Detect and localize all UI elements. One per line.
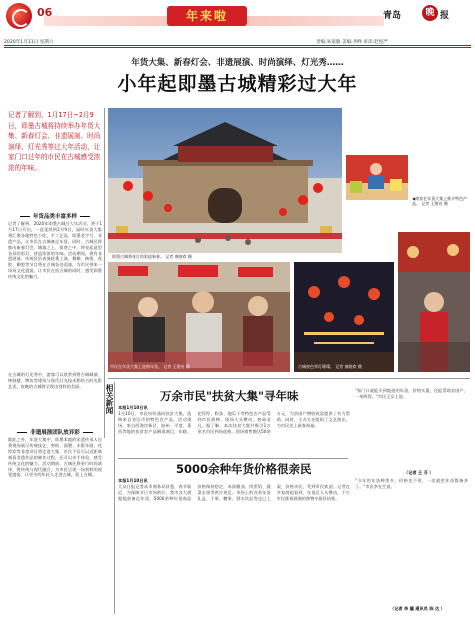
section2-body: 除此之外，年货大集中，即墨本地的非遗传承人也将现场展示传统技艺，剪纸、面塑、木版年画、花饽饽等非遗项目将走进大集，市民不仅可以近距离观看非遗作品的制作过程，还可以亲手体验，感受传统文化的魅力。活动期间，古城还将举行时尚演绎，将传统与现代融合，为市民呈现一场别样的视觉盛宴，让更多的年轻人走进古城，爱上古城。 [8, 437, 102, 478]
section1-body: 记者了解到，2020年即墨古城过大年活动，将于1月17日开启，一直延续到2月9日，届时年货大集将汇聚各地特色小吃、手工艺品、即墨老字号、非遗产品，让市民在古城备足年货。同时，古城还将推出新春灯会，城墙之上、街巷之中，将亮起造型各异的彩灯，营造浓浓的年味。活动期间，将有非遗展演、传统民俗表演轮番上演，舞狮、秧歌、茂腔、柳腔等节目将在古城各处巡演，为市民带来一场场文化盛宴，让市民在逛古城的同时，感受即墨传统文化的魅力。 [8, 221, 102, 280]
article2-body: 大众日报记者从市商务局获悉，春节临近，为保障节日市场供应，我市各大商超提前备足年货，5000余种年货商品价格保持稳定，米面粮油、肉蛋奶、蔬菜水果等供应充足。市场上的各类年货礼盒、干果、糖果、酒水饮品等也已上架，价格亲民，受到市民欢迎。记者在多家商超看到，年货区人头攒动，不少市民推着满满的购物车排队结账。 [118, 484, 350, 501]
brand-mark-icon [422, 5, 438, 21]
article1-title: 万余市民"扶贫大集"寻年味 [160, 389, 299, 403]
issue-date: 2020年1月11日 星期六 [4, 40, 54, 45]
brand-mark-label: 晚 [425, 8, 435, 18]
header-rule-thin [4, 47, 471, 48]
article2-byline: （记者 李 骥 通讯员 陈 达 ） [390, 606, 445, 611]
headline: 小年起即墨古城精彩过大年 [117, 73, 358, 95]
section1-title: 年货品类丰富多样 [8, 212, 102, 220]
section2-title: 非遗展演团队放异彩 [8, 428, 102, 436]
photo-caption-bottom1: 市民在年货大集上选购年货。 记者 王建亮 摄 [110, 364, 190, 369]
section1-body2: 在古城的灯光秀中，游客可以欣赏到将古城城墙、钟鼓楼、牌坊等建筑与现代灯光技术相结合的光影艺术，夜晚的古城将呈现出别样的美丽。 [8, 372, 102, 389]
lead-paragraph: 记者了解到，1月17日~2月9日，即墨古城将持续举办年货大集、新春灯会、非遗展演、时尚演绎、灯光秀等过大年活动，让家门口过年的市民在古城感受浓浓的年味。 [8, 111, 101, 172]
article1-body: 1月10日，市民纷纷涌向扶贫大集，选购来自各区市的特色农产品。活动现场，来自西海岸新区、胶州、平度、莱西等地的扶贫农产品琳琅满目，年糕、花饽饽、粉条、地瓜干等特色农产品受到市民热捧，现场人头攒动，热闹非凡。据了解，本次扶贫大集共吸引1万余名市民到场选购，现场销售额达50余万元，为贫困户增收致富提供了有力帮助。同时，主办方还组织了文艺演出，为市民送上新春祝福。 [118, 411, 350, 434]
brand-left: 青岛 [383, 11, 402, 21]
crowd-illustration [398, 232, 470, 372]
page-header [0, 0, 475, 36]
page-number: 06 [37, 6, 53, 19]
article1-body2: "家门口就能买到地道的年货，价格实惠，还能帮助贫困户，一举两得。"市民王女士说。 [355, 388, 468, 399]
city-gate-illustration [108, 108, 342, 253]
related-news-title: 相关新闻 [105, 384, 114, 414]
photo-caption-bottom2: 古城夜色华灯璀璨。 记者 康晓欢 摄 [298, 364, 362, 369]
kicker: 年货大集、新春灯会、非遗展演、时尚演绎、灯光秀…… [131, 58, 344, 68]
brand-right: 报 [440, 11, 450, 21]
night-illustration [294, 262, 394, 372]
side-divider [114, 382, 115, 614]
editors-line: 责编:朱家敏 美编:李峥 审读:赵悦严 [316, 40, 388, 45]
section-banner: 年来啦 [167, 6, 247, 26]
photo-city-gate [108, 108, 342, 253]
photo-night [294, 262, 394, 372]
photo-caption-main: 即墨古城将张灯结彩迎新春。 记者 康晓欢 摄 [112, 254, 192, 259]
market-illustration [108, 262, 290, 372]
photo-market [108, 262, 290, 372]
article1-dateline: 本报1月10日讯 [118, 405, 148, 410]
article2-title: 5000余种年货价格很亲民 [176, 462, 312, 476]
photo-crowd [398, 232, 470, 372]
article2-dateline: 本报1月10日讯 [118, 478, 148, 483]
photo-caption-right: ◀商家在年货大集上推介特色产品。 记者 王建亮 摄 [412, 196, 468, 207]
section-divider [108, 378, 470, 379]
newspaper-logo-icon [6, 3, 32, 29]
article-divider [118, 458, 348, 459]
article2-body2: "今年的年货种类多，价格也不贵，一次就把年货都备齐了。"市民李先生说。 [355, 478, 468, 489]
article1-byline: （记者 王 芬 ） [404, 470, 434, 475]
header-rule [4, 45, 471, 46]
photo-vendor [346, 155, 408, 200]
vendor-illustration [346, 155, 408, 200]
